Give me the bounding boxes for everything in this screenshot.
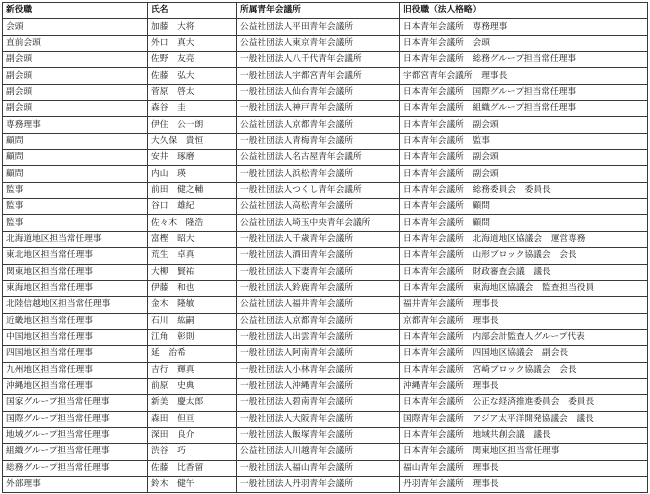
new-position-cell: 四国地区担当常任理事 — [3, 346, 148, 362]
table-body — [3, 19, 648, 493]
name-cell: 大久保 貴恒 — [148, 133, 237, 149]
table-header-row — [3, 3, 648, 19]
table-row — [3, 84, 648, 100]
table-row — [3, 101, 648, 117]
affiliation-cell: 一般社団法人八千代青年会議所 — [237, 52, 400, 68]
name-cell: 谷口 雄紀 — [148, 199, 237, 215]
table-row — [3, 182, 648, 198]
new-position-cell: 顧問 — [3, 150, 148, 166]
name-cell: 佐藤 比香留 — [148, 460, 237, 476]
former-position-cell: 丹羽青年会議所 理事長 — [400, 476, 648, 492]
name-cell: 伊住 公一朗 — [148, 117, 237, 133]
former-position-cell: 日本青年会議所 会頭 — [400, 35, 648, 51]
former-position-cell: 日本青年会議所 顧問 — [400, 215, 648, 231]
new-position-cell: 専務理事 — [3, 117, 148, 133]
affiliation-cell: 一般社団法人青梅青年会議所 — [237, 133, 400, 149]
name-cell: 延 治希 — [148, 346, 237, 362]
affiliation-cell: 一般社団法人下妻青年会議所 — [237, 264, 400, 280]
new-position-cell: 外部理事 — [3, 476, 148, 492]
name-cell: 佐藤 弘大 — [148, 68, 237, 84]
name-cell: 渋谷 巧 — [148, 444, 237, 460]
affiliation-cell: 公益社団法人京都青年会議所 — [237, 313, 400, 329]
table-row — [3, 133, 648, 149]
former-position-cell: 日本青年会議所 内部会計監査人グループ代表 — [400, 329, 648, 345]
table-row — [3, 280, 648, 296]
name-cell: 森谷 圭 — [148, 101, 237, 117]
affiliation-cell: 一般社団法人小林青年会議所 — [237, 362, 400, 378]
name-cell: 伊藤 和也 — [148, 280, 237, 296]
new-position-cell: 監事 — [3, 199, 148, 215]
name-cell: 荒生 卓真 — [148, 248, 237, 264]
affiliation-cell: 一般社団法人酒田青年会議所 — [237, 248, 400, 264]
header-former-position: 旧役職（法人格略） — [400, 3, 648, 19]
former-position-cell: 日本青年会議所 組織グループ担当常任理事 — [400, 101, 648, 117]
former-position-cell: 日本青年会議所 総務委員会 委員長 — [400, 182, 648, 198]
name-cell: 大柳 賢祐 — [148, 264, 237, 280]
new-position-cell: 監事 — [3, 215, 148, 231]
former-position-cell: 日本青年会議所 財政審査会議 議長 — [400, 264, 648, 280]
name-cell: 新美 慶太郎 — [148, 395, 237, 411]
new-position-cell: 直前会頭 — [3, 35, 148, 51]
name-cell: 吉行 輝真 — [148, 362, 237, 378]
name-cell: 安井 琢磨 — [148, 150, 237, 166]
table-row — [3, 68, 648, 84]
new-position-cell: 国際グループ担当常任理事 — [3, 411, 148, 427]
table-row — [3, 411, 648, 427]
table-row — [3, 378, 648, 394]
table-row — [3, 199, 648, 215]
header-affiliation: 所属青年会議所 — [237, 3, 400, 19]
table-row — [3, 264, 648, 280]
former-position-cell: 日本青年会議所 副会頭 — [400, 166, 648, 182]
table-row — [3, 166, 648, 182]
affiliation-cell: 公益社団法人平田青年会議所 — [237, 19, 400, 35]
affiliation-cell: 公益社団法人川越青年会議所 — [237, 444, 400, 460]
name-cell: 菅原 啓太 — [148, 84, 237, 100]
new-position-cell: 監事 — [3, 182, 148, 198]
new-position-cell: 副会頭 — [3, 68, 148, 84]
former-position-cell: 日本青年会議所 東海地区協議会 監査担当役員 — [400, 280, 648, 296]
former-position-cell: 京都青年会議所 理事長 — [400, 313, 648, 329]
former-position-cell: 国際青年会議所 アジア太平洋開発協議会 議長 — [400, 411, 648, 427]
former-position-cell: 日本青年会議所 副会頭 — [400, 117, 648, 133]
table-row — [3, 460, 648, 476]
affiliation-cell: 一般社団法人神戸青年会議所 — [237, 101, 400, 117]
name-cell: 前原 史典 — [148, 378, 237, 394]
name-cell: 江角 彰則 — [148, 329, 237, 345]
former-position-cell: 日本青年会議所 山形ブロック協議会 会長 — [400, 248, 648, 264]
name-cell: 内山 瑛 — [148, 166, 237, 182]
name-cell: 森田 但亘 — [148, 411, 237, 427]
new-position-cell: 中国地区担当常任理事 — [3, 329, 148, 345]
affiliation-cell: 公益社団法人東京青年会議所 — [237, 35, 400, 51]
affiliation-cell: 一般社団法人つくし青年会議所 — [237, 182, 400, 198]
affiliation-cell: 公益社団法人福井青年会議所 — [237, 297, 400, 313]
officer-roster-table — [2, 2, 648, 493]
new-position-cell: 東北地区担当常任理事 — [3, 248, 148, 264]
table-row — [3, 395, 648, 411]
table-row — [3, 346, 648, 362]
affiliation-cell: 一般社団法人宇都宮青年会議所 — [237, 68, 400, 84]
new-position-cell: 近畿地区担当常任理事 — [3, 313, 148, 329]
table-row — [3, 427, 648, 443]
table-row — [3, 19, 648, 35]
name-cell: 前田 健之輔 — [148, 182, 237, 198]
former-position-cell: 日本青年会議所 副会頭 — [400, 150, 648, 166]
former-position-cell: 日本青年会議所 監事 — [400, 133, 648, 149]
table-row — [3, 362, 648, 378]
former-position-cell: 沖縄青年会議所 理事長 — [400, 378, 648, 394]
new-position-cell: 国家グループ担当常任理事 — [3, 395, 148, 411]
affiliation-cell: 一般社団法人大阪青年会議所 — [237, 411, 400, 427]
affiliation-cell: 一般社団法人碧南青年会議所 — [237, 395, 400, 411]
name-cell: 石川 紘嗣 — [148, 313, 237, 329]
table-row — [3, 444, 648, 460]
table-row — [3, 215, 648, 231]
former-position-cell: 日本青年会議所 国際グループ担当常任理事 — [400, 84, 648, 100]
former-position-cell: 日本青年会議所 宮崎ブロック協議会 会長 — [400, 362, 648, 378]
new-position-cell: 関東地区担当常任理事 — [3, 264, 148, 280]
former-position-cell: 宇都宮青年会議所 理事長 — [400, 68, 648, 84]
header-new-position: 新役職 — [3, 3, 148, 19]
affiliation-cell: 一般社団法人仙台青年会議所 — [237, 84, 400, 100]
affiliation-cell: 一般社団法人出雲青年会議所 — [237, 329, 400, 345]
name-cell: 佐野 友亮 — [148, 52, 237, 68]
new-position-cell: 副会頭 — [3, 84, 148, 100]
table-row — [3, 248, 648, 264]
new-position-cell: 九州地区担当常任理事 — [3, 362, 148, 378]
table-row — [3, 150, 648, 166]
name-cell: 鈴木 健午 — [148, 476, 237, 492]
table-row — [3, 35, 648, 51]
former-position-cell: 福山青年会議所 理事長 — [400, 460, 648, 476]
name-cell: 金木 隆敏 — [148, 297, 237, 313]
new-position-cell: 組織グループ担当常任理事 — [3, 444, 148, 460]
new-position-cell: 北陸信越地区担当常任理事 — [3, 297, 148, 313]
header-name: 氏名 — [148, 3, 237, 19]
new-position-cell: 顧問 — [3, 133, 148, 149]
affiliation-cell: 公益社団法人名古屋青年会議所 — [237, 150, 400, 166]
table-row — [3, 476, 648, 492]
new-position-cell: 北海道地区担当常任理事 — [3, 231, 148, 247]
table-row — [3, 117, 648, 133]
new-position-cell: 副会頭 — [3, 52, 148, 68]
former-position-cell: 日本青年会議所 地域共創会議 議長 — [400, 427, 648, 443]
table-row — [3, 313, 648, 329]
affiliation-cell: 一般社団法人福山青年会議所 — [237, 460, 400, 476]
table-row — [3, 297, 648, 313]
affiliation-cell: 一般社団法人飯塚青年会議所 — [237, 427, 400, 443]
name-cell: 加藤 大将 — [148, 19, 237, 35]
affiliation-cell: 一般社団法人阿南青年会議所 — [237, 346, 400, 362]
new-position-cell: 会頭 — [3, 19, 148, 35]
former-position-cell: 日本青年会議所 顧問 — [400, 199, 648, 215]
affiliation-cell: 公益社団法人京都青年会議所 — [237, 117, 400, 133]
former-position-cell: 福井青年会議所 理事長 — [400, 297, 648, 313]
new-position-cell: 副会頭 — [3, 101, 148, 117]
affiliation-cell: 一般社団法人沖縄青年会議所 — [237, 378, 400, 394]
name-cell: 深田 良介 — [148, 427, 237, 443]
table-row — [3, 231, 648, 247]
former-position-cell: 日本青年会議所 専務理事 — [400, 19, 648, 35]
new-position-cell: 顧問 — [3, 166, 148, 182]
former-position-cell: 日本青年会議所 関東地区担当常任理事 — [400, 444, 648, 460]
table-row — [3, 52, 648, 68]
former-position-cell: 日本青年会議所 総務グループ担当常任理事 — [400, 52, 648, 68]
former-position-cell: 日本青年会議所 公正な経済推進委員会 委員長 — [400, 395, 648, 411]
new-position-cell: 沖縄地区担当常任理事 — [3, 378, 148, 394]
former-position-cell: 日本青年会議所 北海道地区協議会 運営専務 — [400, 231, 648, 247]
new-position-cell: 東海地区担当常任理事 — [3, 280, 148, 296]
affiliation-cell: 公益社団法人高松青年会議所 — [237, 199, 400, 215]
affiliation-cell: 一般社団法人千歳青年会議所 — [237, 231, 400, 247]
name-cell: 佐々木 隆浩 — [148, 215, 237, 231]
name-cell: 富樫 昭大 — [148, 231, 237, 247]
new-position-cell: 地域グループ担当常任理事 — [3, 427, 148, 443]
affiliation-cell: 一般社団法人丹羽青年会議所 — [237, 476, 400, 492]
table-row — [3, 329, 648, 345]
name-cell: 外口 真大 — [148, 35, 237, 51]
affiliation-cell: 公益社団法人埼玉中央青年会議所 — [237, 215, 400, 231]
affiliation-cell: 一般社団法人浜松青年会議所 — [237, 166, 400, 182]
affiliation-cell: 一般社団法人鈴鹿青年会議所 — [237, 280, 400, 296]
new-position-cell: 総務グループ担当常任理事 — [3, 460, 148, 476]
former-position-cell: 日本青年会議所 四国地区協議会 副会長 — [400, 346, 648, 362]
